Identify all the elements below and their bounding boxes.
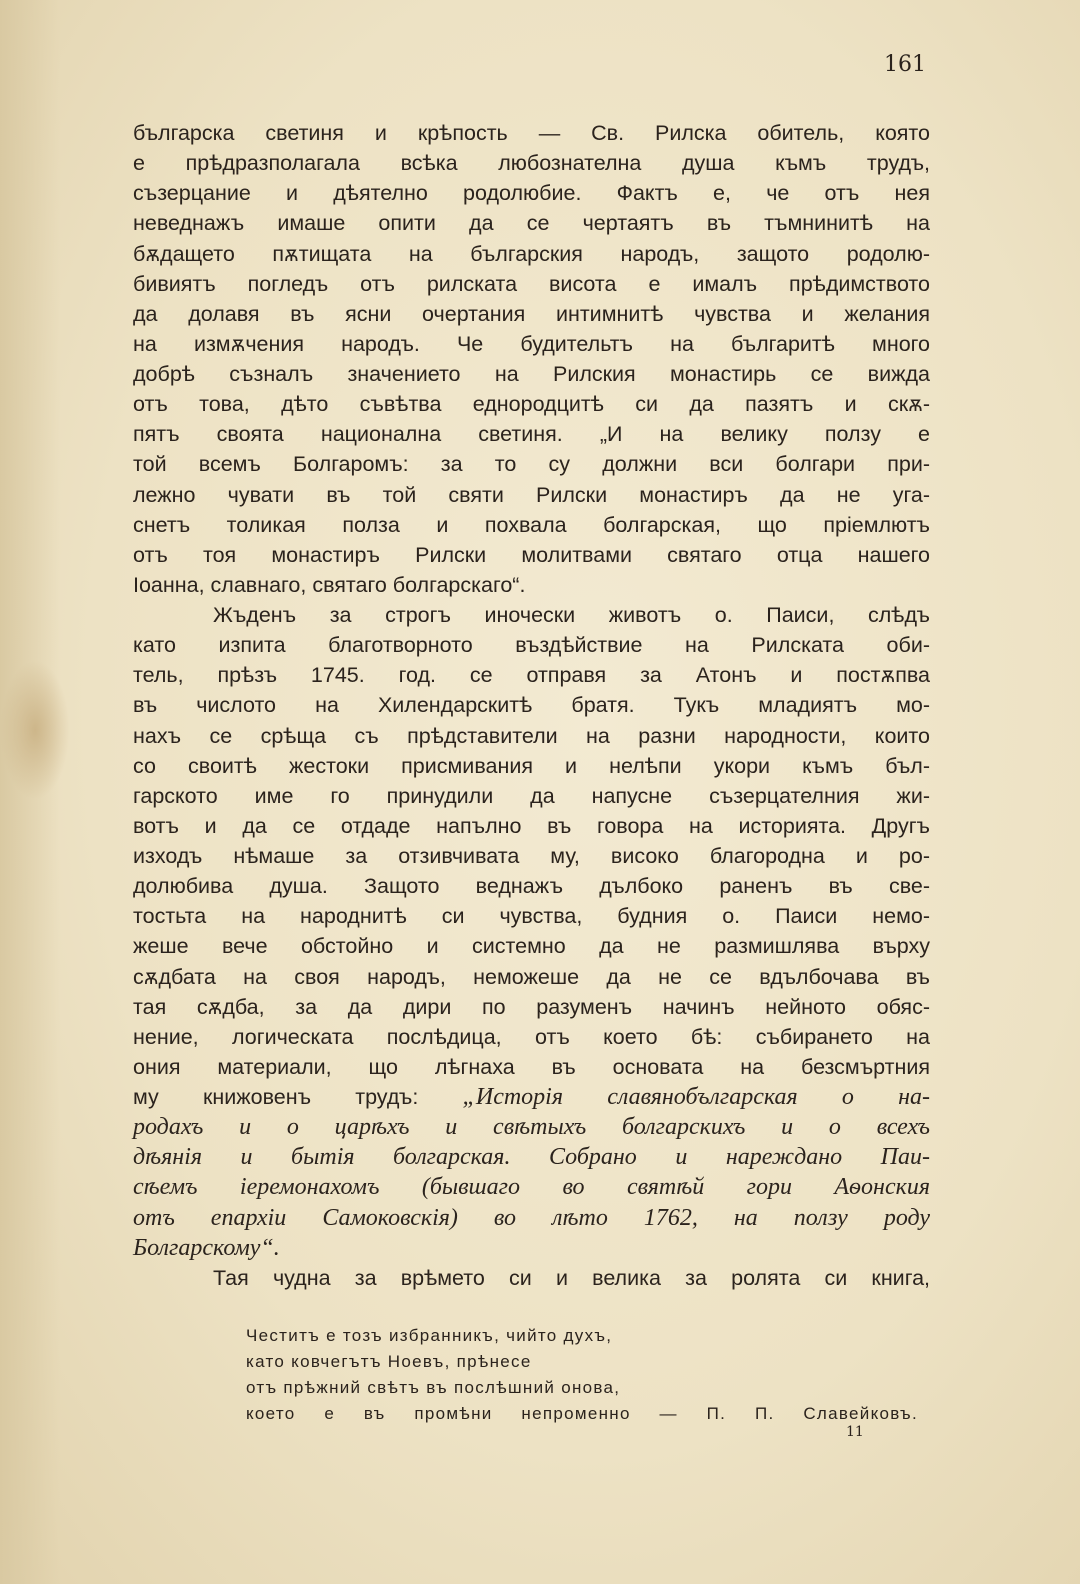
main-text <box>133 118 930 1293</box>
title-intro: му книжовенъ трудъ: <box>133 1085 463 1109</box>
book-title-line: „Исторія славянобългарская о на- <box>462 1084 931 1110</box>
text-line: бивиятъ погледъ отъ рилската висота е ималъ прѣдимството <box>133 271 930 296</box>
book-title-line: сѣемъ іеремонахомъ (бывшаго во святѣй гори Аѳонския <box>133 1174 930 1201</box>
text-line: той всемъ Болгаромъ: за то су должни вси болгари при- <box>133 452 930 477</box>
text-line: отъ това, дѣто съвѣтва еднородцитѣ си да пазятъ и скѫ- <box>133 392 930 417</box>
text-line: нение, логическата послѣдица, отъ което бѣ: събирането на <box>133 1024 930 1049</box>
footnote-line: отъ прѣжний свѣтъ въ послѣшний онова, <box>246 1378 621 1397</box>
text-line: въ числото на Хилендарскитѣ братя. Тукъ младиятъ мо- <box>133 693 930 718</box>
footnote-line: Честитъ е тозъ избранникъ, чийто духъ, <box>246 1326 613 1345</box>
text-line: вотъ и да се отдаде напълно въ говора на историята. Другъ <box>133 813 930 838</box>
text-line: на измѫчения народъ. Че будительтъ на българитѣ много <box>133 331 930 356</box>
book-title-line: дѣянія и бытія болгарская. Собрано и нареждано Паи- <box>133 1144 930 1171</box>
text-line: со своитѣ жестоки присмивания и нелѣпи укори къмъ бъл- <box>133 753 930 778</box>
text-line <box>133 1082 930 1112</box>
text-line: долюбива душа. Защото веднажъ дълбоко раненъ въ све- <box>133 874 930 899</box>
text-line: добрѣ съзналъ значението на Рилския монастирь се вижда <box>133 362 930 386</box>
signature-mark: 11 <box>846 1424 864 1440</box>
text-line: тель, прѣзъ 1745. год. се отправя за Атонъ и постѫпва <box>133 663 930 688</box>
footnote-line: което е въ промѣни непроменно — П. П. Славейковъ. <box>246 1404 918 1423</box>
text-line: гарското име го принудили да напусне съзерцателния жи- <box>133 783 930 808</box>
text-line: бѫдащето пѫтищата на българския народъ, защото родолю- <box>133 241 930 266</box>
footnote-line: като ковчегътъ Ноевъ, прѣнесе <box>246 1352 532 1371</box>
footnote-epigraph <box>246 1323 918 1427</box>
text-line: българска светиня и крѣпость — Св. Рилска обитель, която <box>133 121 930 145</box>
text-line: лежно чувати въ той святи Рилски монастиръ да не уга- <box>133 482 930 507</box>
book-title-line: Болгарскому“. <box>133 1234 280 1261</box>
text-line: пятъ своята национална светиня. „И на велику ползу е <box>133 422 930 447</box>
text-line: тая сѫдба, за да дири по разуменъ начинъ нейното обяс- <box>133 994 930 1019</box>
text-line: тостьта на народнитѣ си чувства, будния о. Паиси немо- <box>133 904 930 929</box>
paragraph-start-line: Тая чудна за врѣмето си и велика за ролята си книга, <box>213 1265 930 1290</box>
book-title-line: отъ епархіи Самоковскія) во лѣто 1762, на ползу роду <box>133 1204 930 1231</box>
text-line: неведнажъ имаше опити да се чертаятъ въ тъмнинитѣ на <box>133 211 930 236</box>
text-line: отъ тоя монастиръ Рилски молитвами святаго отца нашего <box>133 542 930 567</box>
text-line: нахъ се срѣща съ прѣдставители на разни народности, които <box>133 723 930 748</box>
paper-stain <box>0 660 70 800</box>
text-line: снетъ толикая полза и похвала болгарская, що пріемлютъ <box>133 512 930 537</box>
text-line: като изпита благотворното въздѣйствие на Рилската оби- <box>133 633 930 658</box>
text-line: изходъ нѣмаше за отзивчивата му, високо благородна и ро- <box>133 844 930 868</box>
text-line: е прѣдразполагала всѣка любознателна душа къмъ трудъ, <box>133 151 930 176</box>
text-line: Іоанна, славнаго, святаго болгарскаго“. <box>133 572 526 597</box>
text-line: съзерцание и дѣятелно родолюбие. Фактъ е, че отъ нея <box>133 181 930 206</box>
page-number: 161 <box>884 52 926 77</box>
paragraph-start-line: Жъденъ за строгъ иночески животъ о. Паиси, слѣдъ <box>213 603 930 627</box>
text-line: да долавя въ ясни очертания интимнитѣ чувства и желания <box>133 301 930 326</box>
text-line: жеше вече обстойно и системно да не размишлява върху <box>133 934 930 959</box>
text-line: сѫдбата на своя народъ, неможеше да не се вдълбочава въ <box>133 964 930 989</box>
book-title-line: родахъ и о царѣхъ и свѣтыхъ болгарскихъ и о всехъ <box>133 1114 930 1141</box>
text-line: ония материали, що лѣгнаха въ основата на безсмъртния <box>133 1054 930 1079</box>
